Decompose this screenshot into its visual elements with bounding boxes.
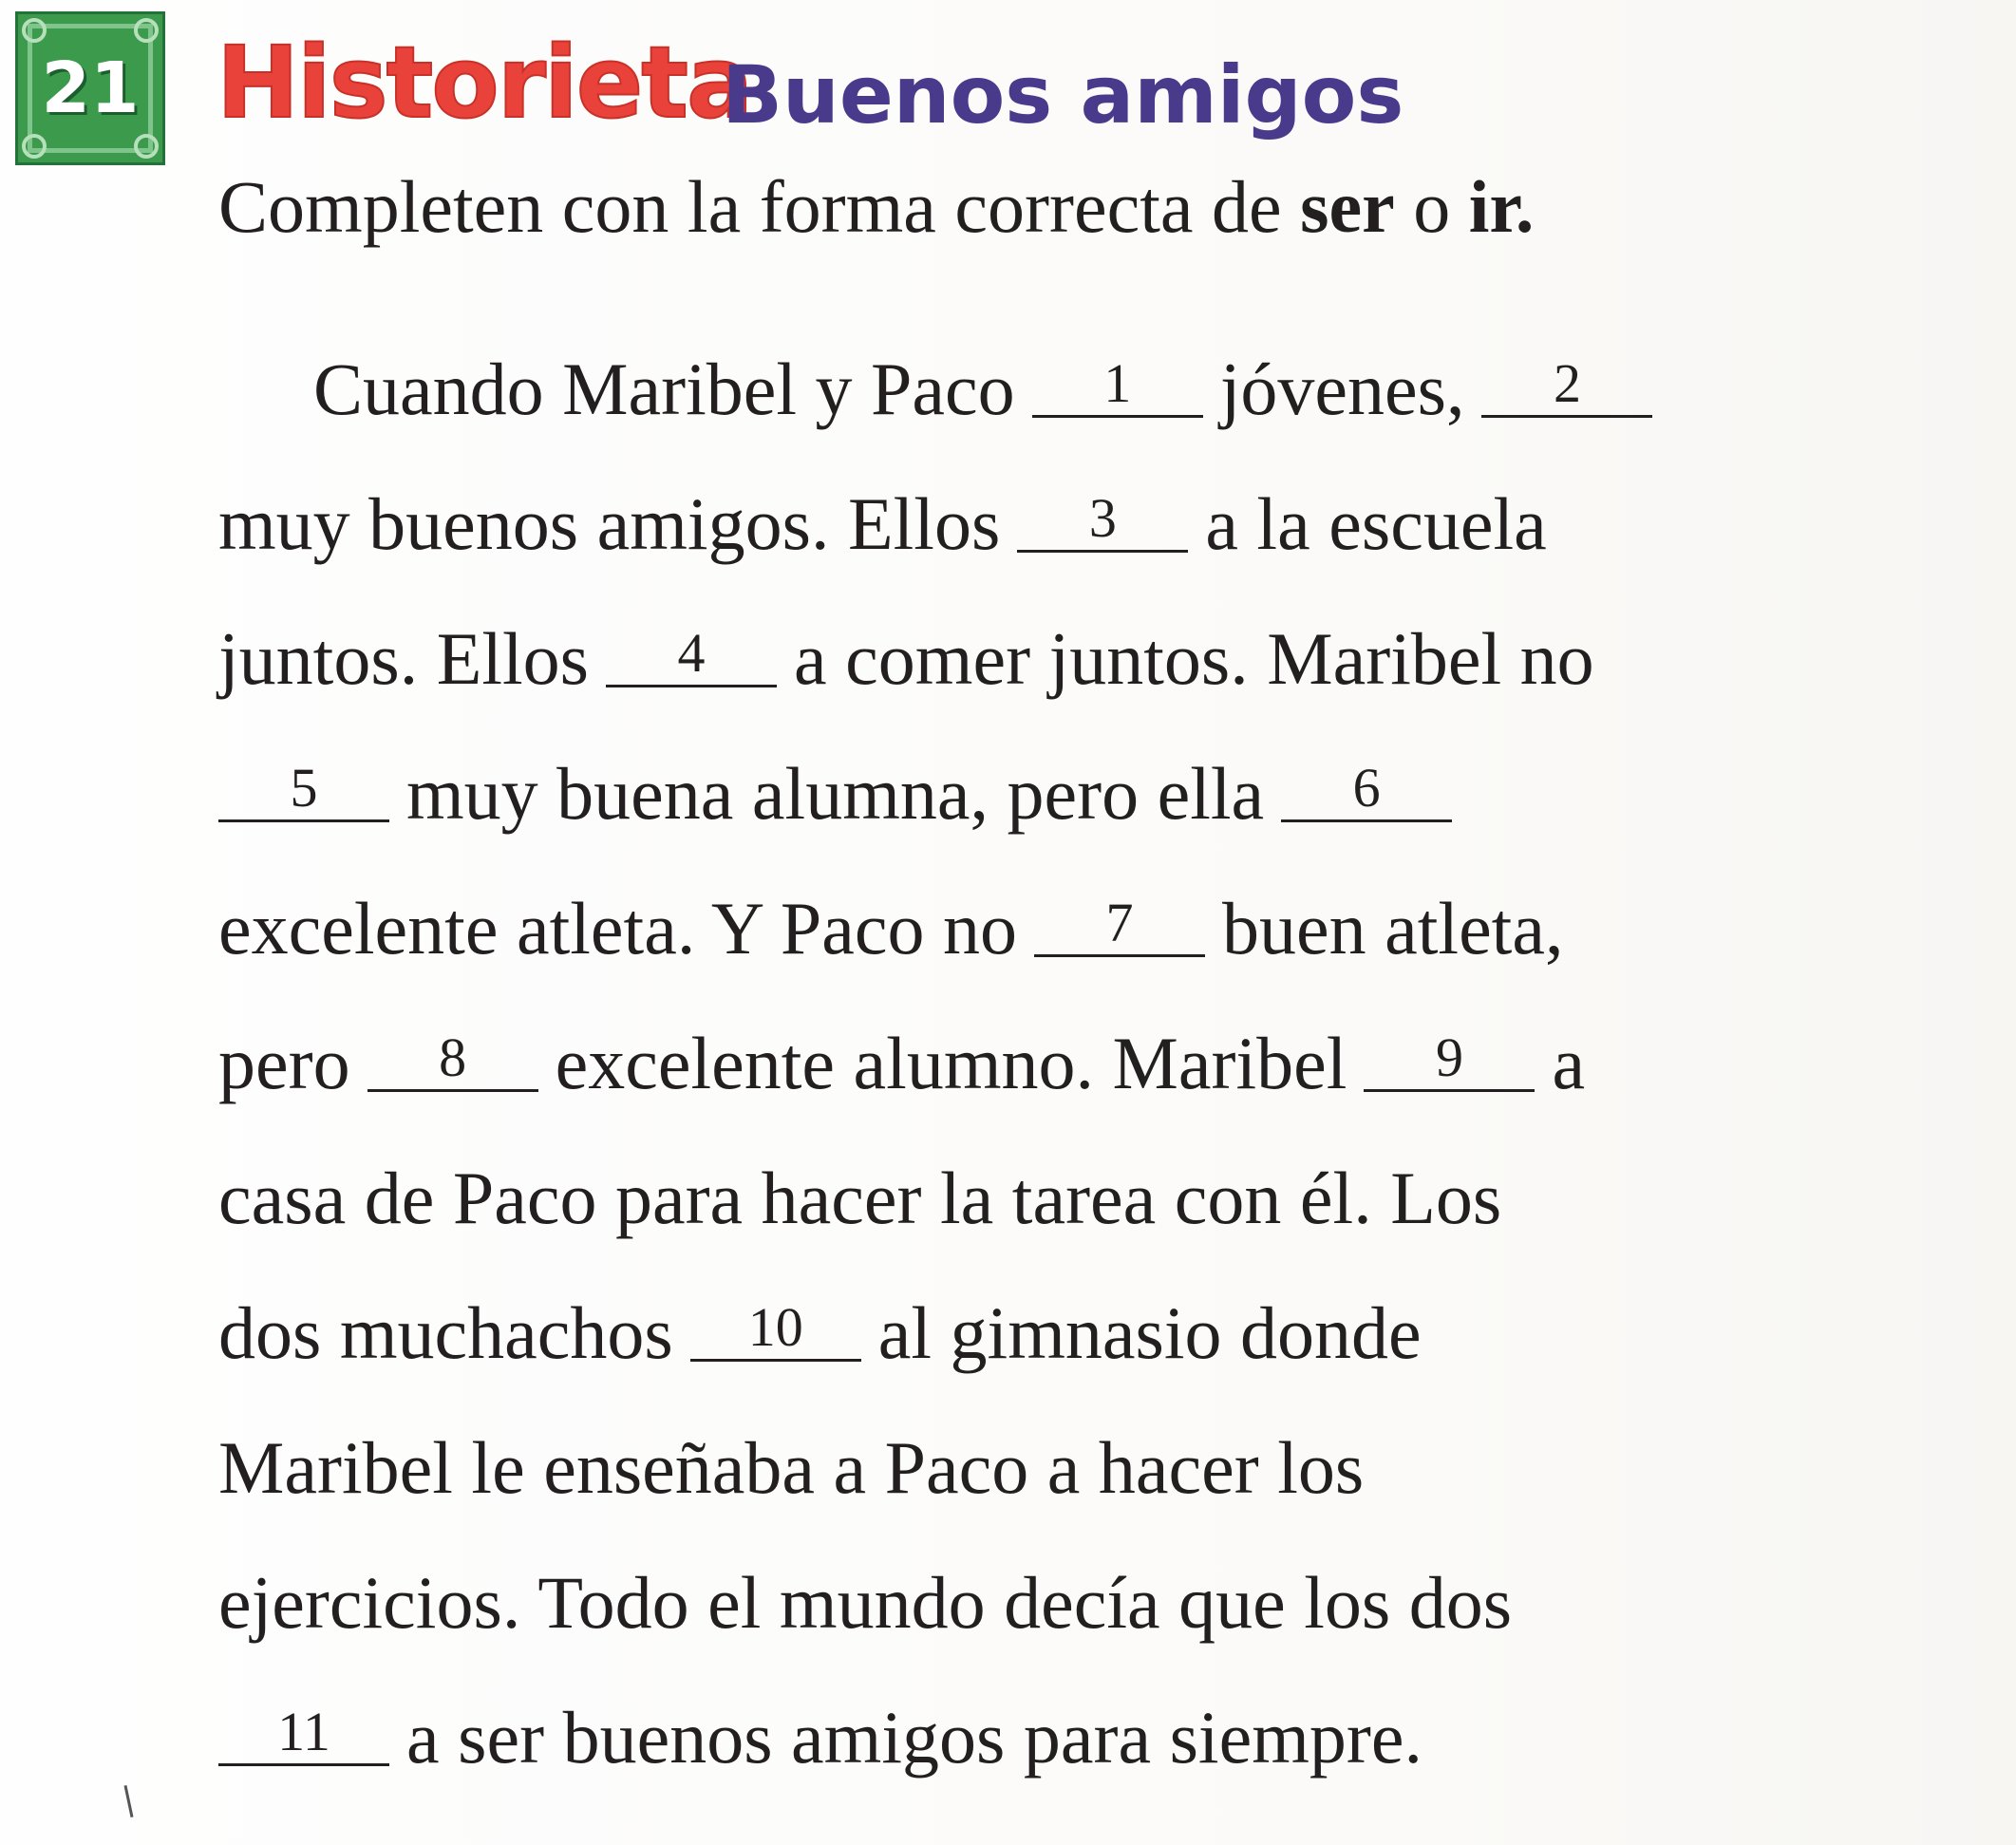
blank-line [367, 1089, 538, 1092]
passage-text: a [1552, 1022, 1586, 1104]
passage-text: buen atleta, [1221, 887, 1564, 970]
answer-blank-8[interactable] [367, 997, 538, 1130]
answer-blank-2[interactable] [1481, 323, 1652, 456]
passage-line [218, 997, 1585, 1130]
blank-number: 3 [1088, 487, 1117, 549]
blank-number: 6 [1352, 757, 1381, 819]
answer-blank-7[interactable] [1034, 862, 1205, 995]
passage-text: muy buena alumna, pero ella [406, 752, 1265, 835]
passage-text: a ser buenos amigos para siempre. [406, 1696, 1423, 1779]
passage-line [218, 1402, 1364, 1534]
passage-text: casa de Paco para hacer la tarea con él. Los [218, 1157, 1502, 1239]
passage-line [218, 1671, 1423, 1804]
passage-text: al gimnasio donde [877, 1291, 1422, 1374]
passage-text: Cuando Maribel y Paco [313, 348, 1015, 430]
answer-blank-9[interactable] [1364, 997, 1535, 1130]
scan-mark [123, 1785, 133, 1817]
blank-line [1034, 954, 1205, 957]
passage-text: dos muchachos [218, 1291, 673, 1374]
passage-text: jóvenes, [1219, 348, 1465, 430]
blank-line [1032, 415, 1203, 418]
blank-number: 1 [1103, 352, 1132, 414]
passage-text: pero [218, 1022, 350, 1104]
blank-number: 7 [1105, 892, 1134, 953]
activity-number: 21 [41, 47, 140, 129]
passage-line [218, 862, 1563, 995]
answer-blank-11[interactable] [218, 1671, 389, 1804]
blank-number: 2 [1553, 352, 1581, 414]
passage-line [218, 1536, 1512, 1669]
passage-text: juntos. Ellos [218, 617, 590, 700]
blank-number: 10 [747, 1296, 803, 1358]
blank-line [690, 1359, 861, 1362]
passage-text: ejercicios. Todo el mundo decía que los dos [218, 1561, 1513, 1644]
blank-line [1481, 415, 1652, 418]
passage-line [218, 458, 1547, 591]
blank-number: 4 [677, 622, 706, 684]
blank-number: 11 [277, 1701, 330, 1762]
passage-text: muy buenos amigos. Ellos [218, 482, 1001, 565]
story-title: Buenos amigos [722, 48, 1404, 141]
verb-ser: ser [1300, 165, 1395, 248]
blank-line [218, 1763, 389, 1766]
instructions [218, 160, 1534, 254]
passage-text: Maribel le enseñaba a Paco a hacer los [218, 1426, 1365, 1509]
passage-line [313, 323, 1669, 456]
instructions-text: Completen con la forma correcta de [218, 165, 1301, 248]
answer-blank-4[interactable] [606, 593, 777, 725]
answer-blank-5[interactable] [218, 727, 389, 860]
blank-line [1281, 819, 1452, 822]
passage-text: excelente atleta. Y Paco no [218, 887, 1017, 970]
blank-line [1364, 1089, 1535, 1092]
activity-number-badge [15, 11, 165, 165]
verb-ir: ir. [1468, 165, 1535, 248]
answer-blank-1[interactable] [1032, 323, 1203, 456]
blank-line [1017, 550, 1188, 553]
answer-blank-6[interactable] [1281, 727, 1452, 860]
answer-blank-10[interactable] [690, 1267, 861, 1400]
passage-line [218, 593, 1594, 725]
blank-line [218, 819, 389, 822]
blank-number: 8 [439, 1026, 467, 1088]
blank-number: 9 [1435, 1026, 1463, 1088]
passage-line [218, 727, 1469, 860]
passage-line [218, 1132, 1501, 1265]
passage-text: a comer juntos. Maribel no [794, 617, 1594, 700]
passage-line [218, 1267, 1422, 1400]
passage-text: a la escuela [1205, 482, 1547, 565]
instructions-connector: o [1394, 165, 1469, 248]
section-label: Historieta [217, 25, 752, 141]
blank-number: 5 [290, 757, 318, 819]
blank-line [606, 685, 777, 687]
passage-text: excelente alumno. Maribel [555, 1022, 1347, 1104]
answer-blank-3[interactable] [1017, 458, 1188, 591]
